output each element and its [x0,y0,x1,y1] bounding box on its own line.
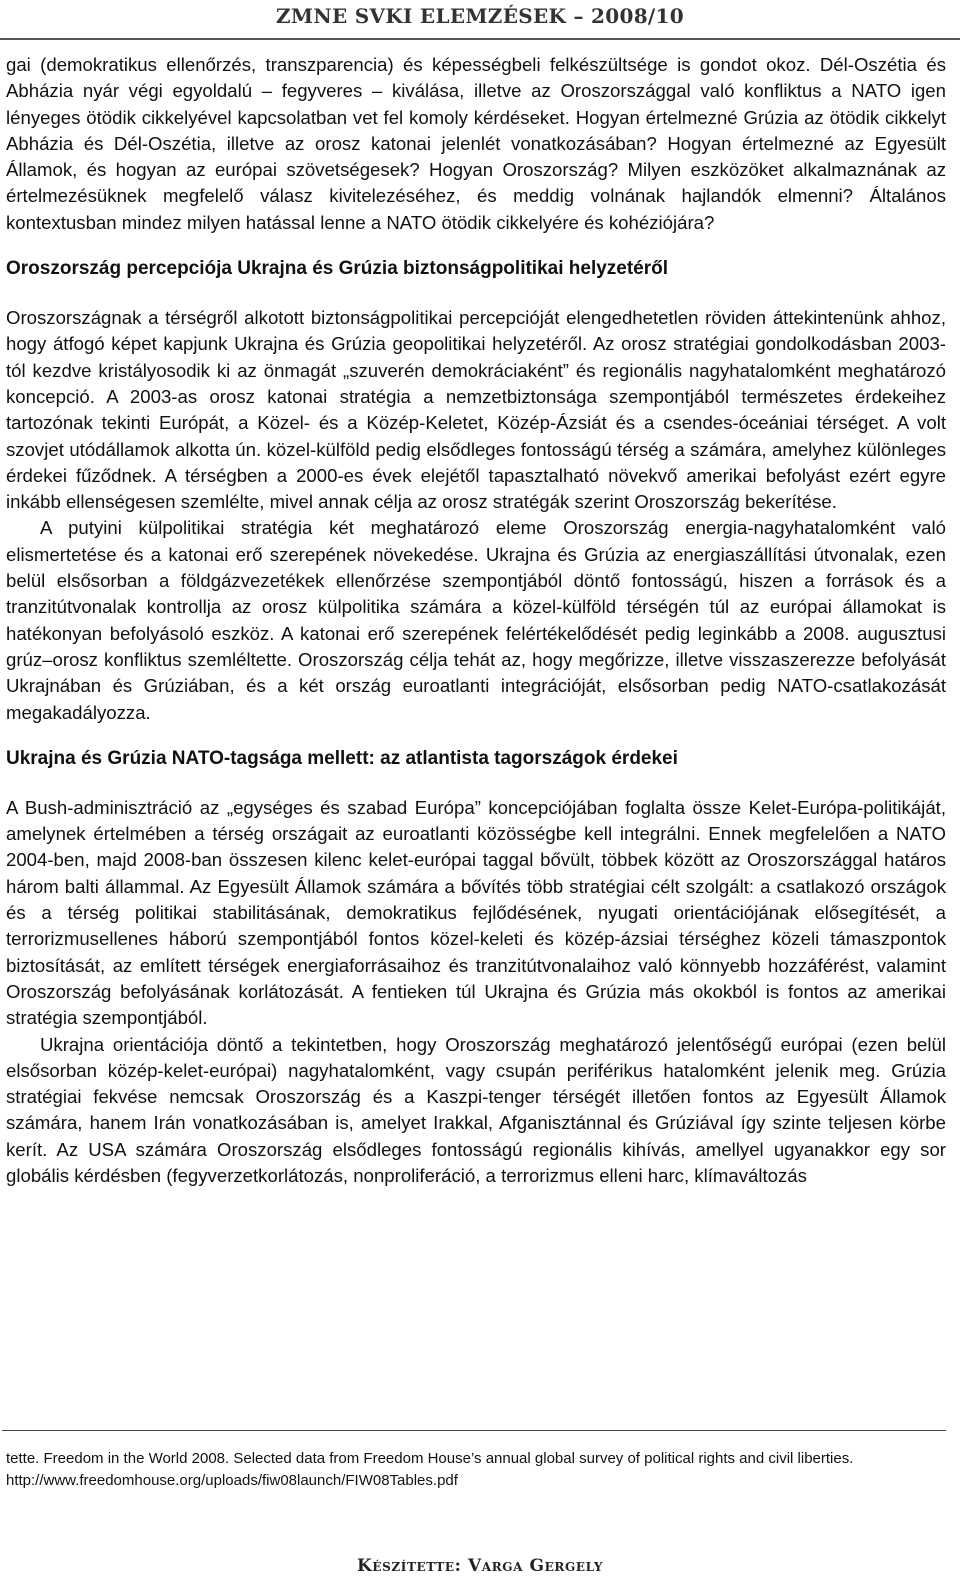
running-header: ZMNE SVKI ELEMZÉSEK – 2008/10 [276,4,684,28]
section2-paragraph-1: A Bush-adminisztráció az „egységes és szabad Európa” koncepciójában foglalta össze Kelet-Európa-politikáját, amelynek értelmében a térség országait az euroatlanti közösségbe kell integrálni. Ennek megfelelően a NATO 2004-ben, majd 2008-ban összesen kilenc kelet-európai taggal bővült, többek között az Oroszországgal határos három balti állammal. Az Egyesült Államok számára a bővítés több stratégiai célt szolgált: a csatlakozó országok és a térség politikai stabilitásának, demokratikus fejlődésének, nyugati orientációjának elősegítését, a terrorizmusellenes háború szempontjából fontos közel-keleti és közép-ázsiai térséghez közeli támaszpontok biztosítását, az említett térségek energiaforrásaihoz és tranzitútvonalaihoz való könnyebb hozzáférést, valamint Oroszország befolyásának korlátozását. A fentieken túl Ukrajna és Grúzia más okokból is fontos az amerikai stratégia szempontjából. [6,796,946,1029]
footnote-divider [2,1430,946,1431]
footnote: tette. Freedom in the World 2008. Selected data from Freedom House’s annual global survey of political rights and civil liberties. http://www.freedomhouse.org/uploads/fiw08launch/FIW08Tables.pdf [6,1450,854,1489]
section2-paragraph-2: Ukrajna orientációja döntő a tekintetben, hogy Oroszország meghatározó jelentőségű európai (ezen belül elsősorban közép-kelet-európai) nagyhatalomként, vagy csupán periférikus hatalomként jelenik meg. Grúzia stratégiai fekvése nemcsak Oroszország és a Kaszpi-tenger térségét illetően fontos az Egyesült Államok számára, hanem Irán vonatkozásában is, amelyet Irakkal, Afganisztánnal és Grúziával így szinte teljesen körbe kerít. Az USA számára Oroszország elsődleges fontosságú regionális kihívás, amellyel ugyanakkor egy sor globális kérdésben (fegyverzetkorlátozás, nonproliferáció, a terrorizmus elleni harc, klímaváltozás [6,1033,946,1186]
section1-paragraph-1: Oroszországnak a térségről alkotott biztonságpolitikai percepcióját elengedhetetlen röviden áttekintenünk ahhoz, hogy átfogó képet kapjunk Ukrajna és Grúzia geopolitikai helyzetéről. Az orosz stratégiai gondolkodásban 2003-tól kezdve kristályosodik ki az önmagát „szuverén demokráciaként” és regionális nagyhatalomként meghatározó koncepció. A 2003-as orosz katonai stratégia a nemzetbiztonsága szempontjából természetes érdekeihez tartozónak tekinti Európát, a Közel- és a Közép-Keletet, Közép-Ázsiát és a csendes-óceániai térséget. A volt szovjet utódállamok alkotta ún. közel-külföld pedig elsődleges fontosságú térség a számára, amelyhez különleges érdekei fűződnek. A térségben a 2000-es évek elejétől tapasztalható növekvő amerikai befolyást ezért egyre inkább ellenségesen szemlélte, mivel annak célja az orosz stratégák szerint Oroszország bekerítése. [6,307,946,513]
body-text [6,52,946,1189]
section1-paragraph-2: A putyini külpolitikai stratégia két meghatározó eleme Oroszország energia-nagyhatalomként való elismertetése és a katonai erő szerepének növekedése. Ukrajna és Grúzia az energiaszállítási útvonalak, ezen belül elsősorban a földgázvezetékek ellenőrzése szempontjából döntő fontosságú, hiszen a források és a tranzitútvonalak kontrollja az orosz külpolitika számára a közel-külföld térségén túl az európai államokat is hatékonyan befolyásoló eszköz. A katonai erő szerepének felértékelődését pedig leginkább a 2008. augusztusi grúz–orosz konfliktus szemléltette. Oroszország célja tehát az, hogy megőrizze, illetve visszaszerezze befolyását Ukrajnában és Grúziában, és a két ország euroatlanti integrációját, elsősorban pedig NATO-csatlakozását megakadályozza. [6,517,946,723]
section-heading-russia-perception: Oroszország percepciója Ukrajna és Grúzia biztonságpolitikai helyzetéről [6,258,669,280]
running-footer: Készítette: Varga Gergely [356,1556,604,1576]
header-divider [0,38,960,40]
section-heading-atlantist-interests: Ukrajna és Grúzia NATO-tagsága mellett: az atlantista tagországok érdekei [6,747,678,769]
intro-paragraph: gai (demokratikus ellenőrzés, transzparencia) és képességbeli felkészültsége is gondot okoz. Dél-Oszétia és Abházia nyár végi egyoldalú – fegyveres – kiválása, illetve az Oroszországgal való konfliktus a NATO igen lényeges ötödik cikkelyével kapcsolatban vet fel komoly kérdéseket. Hogyan értelmezné Grúzia az ötödik cikkelyt Abházia és Dél-Oszétia, illetve az orosz katonai jelenlét vonatkozásában? Hogyan értelmezné az Egyesült Államok, és hogyan az európai szövetségesek? Hogyan Oroszország? Milyen eszközöket alkalmaznának az értelmezésüknek megfelelő válasz kivitelezéséhez, és meddig volnának hajlandók elmenni? Általános kontextusban mindez milyen hatással lenne a NATO ötödik cikkelyére és kohéziójára? [6,54,946,233]
